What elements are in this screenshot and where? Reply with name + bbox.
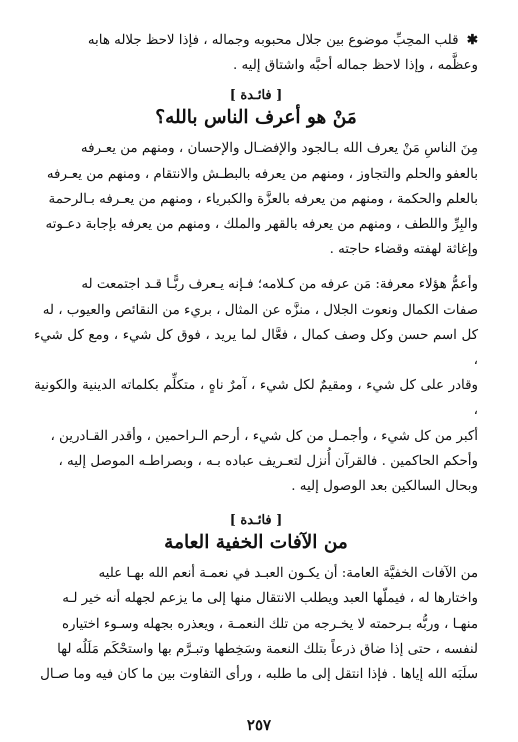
text-line: والبِرِّ واللطف ، ومنهم من يعرفه بالقهر والملك ، ومنهم من يعرفه بإجابة دعـوته bbox=[45, 217, 478, 233]
section-1-paragraph-2 bbox=[34, 272, 478, 499]
section-1-paragraph-1 bbox=[34, 136, 478, 262]
text-line: وإغاثة لهفته وقضاء حاجته . bbox=[329, 242, 478, 258]
text-line: وأعمُّ هؤلاء معرفة: مَن عرفه من كـلامه؛ فـإنه يـعرف ربًّـا قـد اجتمعت له bbox=[81, 277, 478, 293]
text-line: صفات الكمال ونعوت الجلال ، منزَّه عن المثال ، بريء من النقائص والعيوب ، له bbox=[42, 302, 478, 318]
text-line: لنفسه ، حتى إذا ضاق ذرعاً بتلك النعمة وسَخِطها وتبـرَّم بها واستحْكَم مَلَلُه لها bbox=[57, 641, 478, 657]
page-number: ٢٥٧ bbox=[246, 716, 272, 734]
text-line: سلَبَه الله إياها . فإذا انتقل إلى ما طلبه ، ورأى التفاوت بين ما كان فيه وما صـال bbox=[40, 667, 478, 683]
text-line: من الآفات الخفيَّة العامة: أن يكـون العبـد في نعمـة أنعم الله بهـا عليه bbox=[98, 566, 478, 582]
text-line: بالعلم والحكمة ، ومنهم من يعرفه بالعزَّة والكبرياء ، ومنهم من يعـرفه بـالرحمة bbox=[48, 191, 478, 207]
section-2-label: [ فائـدة ] bbox=[229, 513, 283, 529]
text-line: وقادر على كل شيء ، ومقيمٌ لكل شيء ، آمرٌ ناهٍ ، متكلِّم بكلماته الدينية والكونية ، bbox=[34, 378, 478, 419]
text-line: وأحكم الحاكمين . فالقرآن أُنزل لتعـريف عباده بـه ، وبصراطـه الموصل إليه ، bbox=[58, 453, 478, 469]
text-line: كل اسم حسن وكل وصف كمال ، فعَّال لما يريد ، فوق كل شيء ، ومع كل شيء ، bbox=[34, 327, 478, 369]
intro-line-2: وعظَّمه ، وإذا لاحظ جماله أحبَّه واشتاق إليه . bbox=[232, 58, 478, 74]
section-2-paragraph-1 bbox=[34, 561, 478, 687]
text-line: وبحال السالكين بعد الوصول إليه . bbox=[291, 479, 478, 495]
text-line: واختارها له ، فيملّها العبد ويطلب الانتقال منها إلى ما يزعم لجهله أنه خير لـه bbox=[62, 591, 478, 607]
section-1-label: [ فائـدة ] bbox=[229, 88, 283, 104]
text-line: منهـا ، وربُّه بـرحمته لا يخـرجه من تلك النعمـة ، ويعذره بجهله وسـوء اختياره bbox=[62, 616, 478, 632]
text-line: مِنَ الناسِ مَنْ يعرف الله بـالجود والإفضـال والإحسان ، ومنهم من يعـرفه bbox=[80, 141, 478, 157]
intro-line-1: ✱ قلب المحِبِّ موضوع بين جلال محبوبه وجماله ، فإذا لاحظ جلاله هابه bbox=[87, 32, 478, 48]
text-line: بالعفو والحلم والتجاوز ، ومنهم من يعرفه بالبطـش والانتقام ، ومنهم من يعـرفه bbox=[46, 166, 478, 182]
section-1-title: مَنْ هو أعرف الناس بالله؟ bbox=[155, 107, 357, 129]
text-line: أكبر من كل شيء ، وأجمـل من كل شيء ، أرحم الـراحمين ، وأقدر القـادرين ، bbox=[50, 428, 478, 444]
asterisk-bullet-icon: ✱ bbox=[466, 32, 478, 48]
section-2-title: من الآفات الخفية العامة bbox=[164, 532, 348, 554]
intro-paragraph bbox=[34, 28, 478, 78]
